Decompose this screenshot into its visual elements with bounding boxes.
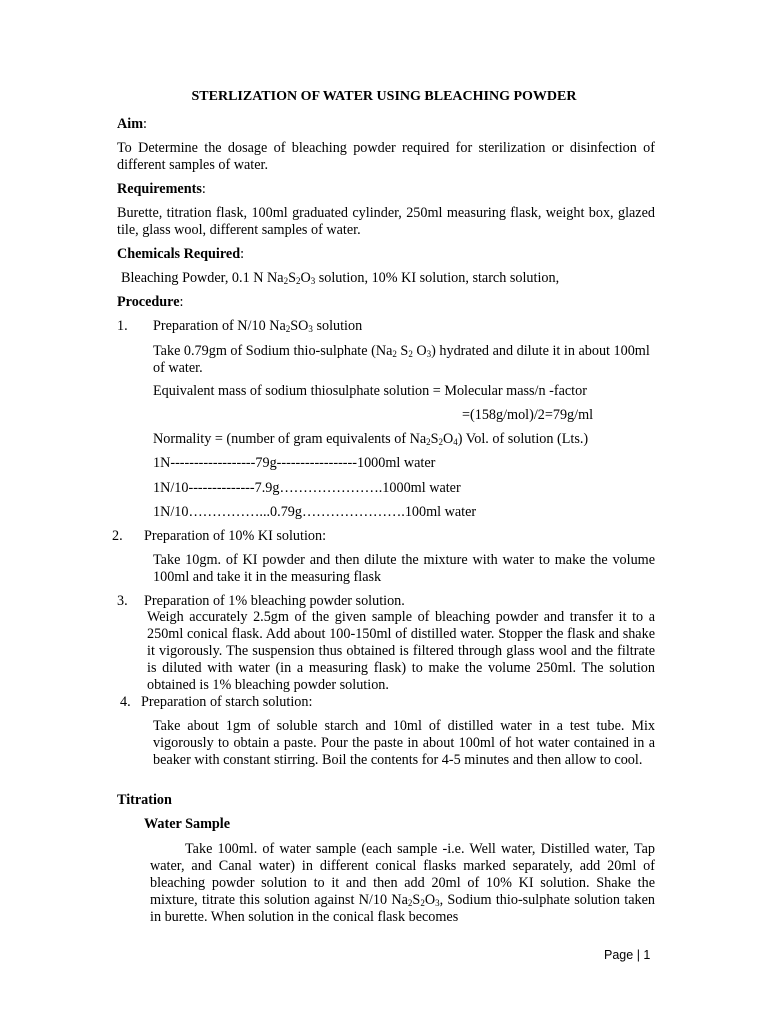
step1-label: Preparation of N/10 $Na_2SO_3$ solution	[153, 318, 363, 334]
page-number: 1	[643, 948, 651, 962]
normality-line: Normality = (number of gram equivalents of $Na_2S_2O_4$) Vol. of solution (Lts.)	[153, 431, 589, 447]
equivalent-mass-line: Equivalent mass of sodium thiosulphate solution = Molecular mass/n -factor	[153, 383, 587, 399]
aim-heading-text: Aim	[117, 116, 144, 132]
requirements-heading: Requirements:	[117, 181, 206, 197]
step2-text: Take 10gm. of KI powder and then dilute the mixture with water to make the volume 100ml and take it in the measuring flask	[153, 552, 655, 585]
aim-heading: Aim:	[117, 116, 147, 132]
step2-number: 2.	[112, 528, 123, 544]
step3-label: Preparation of 1% bleaching powder solution.	[144, 593, 405, 609]
requirements-text: Burette, titration flask, 100ml graduated cylinder, 250ml measuring flask, weight box, glazed tile, glass wool, different samples of water.	[117, 205, 655, 238]
chemicals-heading-text: Chemicals Required	[117, 246, 241, 262]
titration-text: Take 100ml. of water sample (each sample -i.e. Well water, Distilled water, Tap water, and Canal water) in different conical flasks marked separately, add 20ml of bleaching powder solution to it and then add 20ml of 10% KI solution. Shake the mixture, titrate this solution against N/10 $Na_2S_2O_3$, Sodium thio-sulphate solution taken in burette. When solution in the conical flask becomes	[150, 841, 655, 925]
equivalent-mass-result: =(158g/mol)/2=79g/ml	[462, 407, 594, 423]
requirements-heading-text: Requirements	[117, 181, 202, 197]
calc-line-3: 1N/10……………...0.79g………………….100ml water	[153, 504, 477, 520]
water-sample-heading: Water Sample	[144, 816, 231, 832]
step3-number: 3.	[117, 593, 128, 609]
procedure-heading-text: Procedure	[117, 294, 180, 310]
step3-text: Weigh accurately 2.5gm of the given sample of bleaching powder and transfer it to a 250ml conical flask. Add about 100-150ml of distilled water. Stopper the flask and shake it vigorously. The suspension thus obtained is filtered through glass wool and the filtrate is diluted with water (in a measuring flask) to make the volume 250ml. The solution obtained is 1% bleaching powder solution.	[147, 609, 655, 693]
page-footer	[604, 947, 650, 964]
procedure-heading: Procedure:	[117, 294, 184, 310]
step1-take-text: Take 0.79gm of Sodium thio-sulphate ($Na_2$ $S_2$ $O_3$) hydrated and dilute it in about 100ml of water.	[153, 343, 650, 376]
chemicals-text: Bleaching Powder, 0.1 N $Na_2S_2O_3$ solution, 10% KI solution, starch solution,	[121, 270, 560, 286]
step4-number: 4.	[120, 694, 131, 710]
chemicals-heading: Chemicals Required:	[117, 246, 245, 262]
titration-heading: Titration	[117, 792, 172, 808]
step2-label: Preparation of 10% KI solution:	[144, 528, 327, 544]
page-title: STERLIZATION OF WATER USING BLEACHING POWDER	[191, 89, 577, 104]
step4-text: Take about 1gm of soluble starch and 10ml of distilled water in a test tube. Mix vigorously to obtain a paste. Pour the paste in about 100ml of hot water contained in a beaker with constant stirring. Boil the contents for 4-5 minutes and then allow to cool.	[153, 718, 655, 768]
aim-text: To Determine the dosage of bleaching powder required for sterilization or disinfection of different samples of water.	[117, 140, 655, 173]
calc-line-2: 1N/10--------------7.9g………………….1000ml water	[153, 480, 461, 496]
page-label: Page	[604, 948, 634, 962]
step4-label: Preparation of starch solution:	[141, 694, 313, 710]
calc-line-1: 1N------------------79g-----------------1000ml water	[153, 455, 436, 471]
step1-number: 1.	[117, 318, 128, 334]
page-separator: |	[636, 948, 640, 962]
